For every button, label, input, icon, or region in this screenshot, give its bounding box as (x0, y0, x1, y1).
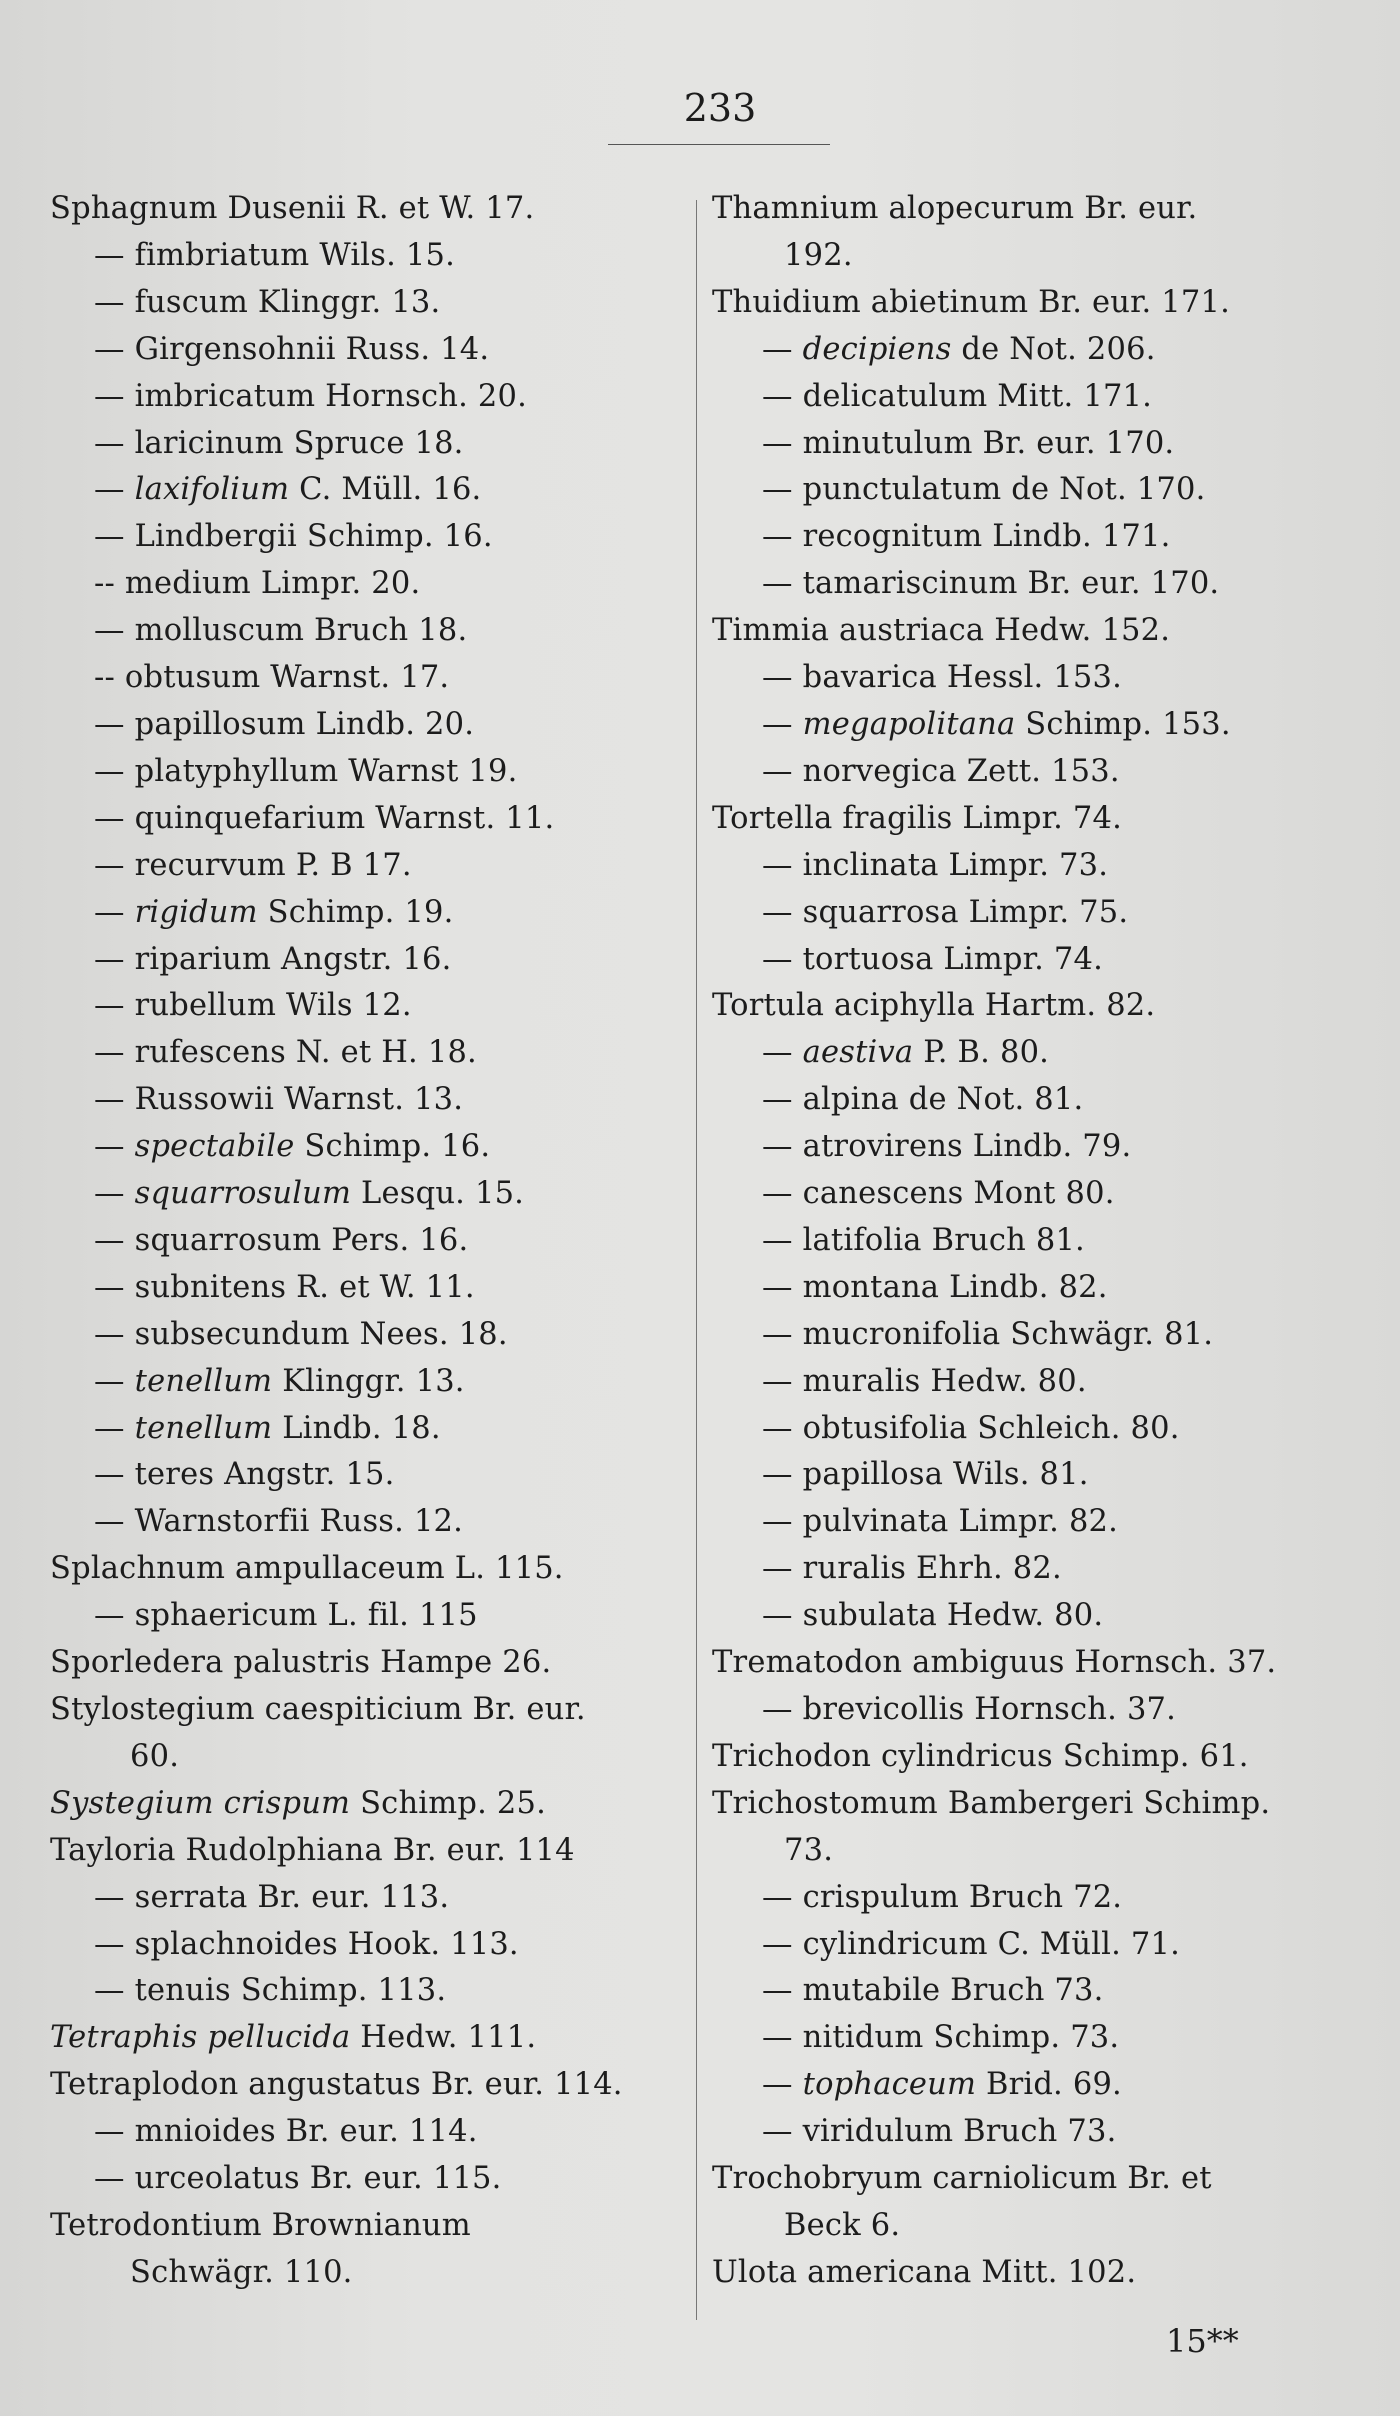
entry-text: — minutulum Br. eur. 170. (762, 425, 1175, 461)
index-entry (712, 514, 1362, 561)
entry-text: — papillosa Wils. 81. (762, 1457, 1089, 1493)
entry-text: Timmia austriaca Hedw. 152. (712, 613, 1171, 649)
entry-text: — latifolia Bruch 81. (762, 1222, 1085, 1258)
index-entry (712, 327, 1362, 374)
entry-text: — fuscum Klinggr. 13. (94, 284, 441, 320)
index-entry (50, 1922, 680, 1969)
entry-author-page: Lindb. 18. (272, 1410, 441, 1446)
index-entry (712, 280, 1362, 327)
index-entry (50, 749, 680, 796)
entry-text: Tortella fragilis Limpr. 74. (712, 800, 1122, 836)
index-entry (50, 1218, 680, 1265)
index-entry (50, 843, 680, 890)
entry-text: — recognitum Lindb. 171. (762, 519, 1171, 555)
index-entry (50, 1875, 680, 1922)
index-entry (50, 1077, 680, 1124)
index-entry (712, 2109, 1362, 2156)
index-entry (50, 561, 680, 608)
entry-text: — mnioides Br. eur. 114. (94, 2114, 478, 2150)
index-entry (50, 233, 680, 280)
entry-text: — Girgensohnii Russ. 14. (94, 331, 490, 367)
index-entry (50, 2203, 680, 2250)
index-entry (50, 186, 680, 233)
entry-text: — tenuis Schimp. 113. (94, 1973, 447, 2009)
entry-author-page: Schimp. 16. (294, 1129, 491, 1165)
index-entry (712, 1171, 1362, 1218)
entry-text: — obtusifolia Schleich. 80. (762, 1410, 1180, 1446)
index-entry (50, 1406, 680, 1453)
index-entry (50, 1734, 680, 1781)
index-entry (712, 655, 1362, 702)
index-entry (50, 890, 680, 937)
entry-text: 60. (130, 1738, 180, 1774)
left-column (50, 186, 680, 2297)
index-entry (50, 327, 680, 374)
entry-text: — crispulum Bruch 72. (762, 1879, 1123, 1915)
entry-text: — splachnoides Hook. 113. (94, 1926, 519, 1962)
index-entry (50, 2062, 680, 2109)
entry-text: Schwägr. 110. (130, 2254, 353, 2290)
entry-text: — montana Lindb. 82. (762, 1269, 1108, 1305)
index-entry (50, 1593, 680, 1640)
entry-text: — (94, 894, 135, 930)
index-entry (50, 2015, 680, 2062)
entry-text: — canescens Mont 80. (762, 1176, 1115, 1212)
entry-text: — bavarica Hessl. 153. (762, 660, 1123, 696)
entry-text: — tamariscinum Br. eur. 170. (762, 566, 1220, 602)
entry-text: — (94, 1176, 135, 1212)
index-entry (50, 1828, 680, 1875)
index-entry (50, 1452, 680, 1499)
entry-text: — recurvum P. B 17. (94, 847, 412, 883)
index-entry (712, 2015, 1362, 2062)
index-entry (712, 983, 1362, 1030)
entry-text: — (94, 1363, 135, 1399)
entry-text: — brevicollis Hornsch. 37. (762, 1692, 1177, 1727)
index-entry (712, 937, 1362, 984)
index-entry (50, 655, 680, 702)
index-entry (712, 1828, 1362, 1875)
entry-italic-name: tenellum (134, 1363, 273, 1399)
index-entry (712, 561, 1362, 608)
entry-text: — atrovirens Lindb. 79. (762, 1129, 1132, 1165)
index-entry (50, 1171, 680, 1218)
entry-text: — punctulatum de Not. 170. (762, 472, 1206, 508)
index-entry (712, 421, 1362, 468)
index-entry (50, 1968, 680, 2015)
entry-text: — teres Angstr. 15. (94, 1457, 395, 1493)
signature-mark: 15** (1166, 2322, 1239, 2360)
entry-text: Thamnium alopecurum Br. eur. (712, 191, 1198, 226)
entry-text: — subulata Hedw. 80. (762, 1598, 1104, 1634)
page-number: 233 (683, 86, 757, 130)
index-entry (50, 467, 680, 514)
index-entry (50, 1359, 680, 1406)
entry-text: — Lindbergii Schimp. 16. (94, 519, 493, 555)
entry-italic-name: tenellum (134, 1410, 273, 1446)
entry-author-page: Lesqu. 15. (351, 1176, 525, 1212)
index-entry (712, 186, 1362, 233)
entry-author-page: de Not. 206. (951, 331, 1156, 367)
entry-author-page: C. Müll. 16. (289, 472, 482, 508)
index-entry (50, 2156, 680, 2203)
entry-text: — squarrosa Limpr. 75. (762, 894, 1129, 930)
index-entry (712, 2203, 1362, 2250)
right-column (712, 186, 1362, 2297)
index-entry (50, 2250, 680, 2297)
entry-text: — sphaericum L. fil. 115 (94, 1598, 478, 1634)
entry-italic-name: megapolitana (802, 706, 1016, 742)
entry-text: — Russowii Warnst. 13. (94, 1082, 464, 1118)
entry-author-page: P. B. 80. (913, 1035, 1050, 1071)
entry-text: Stylostegium caespiticium Br. eur. (50, 1692, 586, 1727)
index-entry (50, 796, 680, 843)
entry-text: Sphagnum Dusenii R. et W. 17. (50, 191, 535, 226)
index-entry (712, 1546, 1362, 1593)
entry-text: — rubellum Wils 12. (94, 988, 412, 1024)
index-entry (50, 1687, 680, 1734)
entry-text: — viridulum Bruch 73. (762, 2114, 1117, 2150)
index-entry (712, 1593, 1362, 1640)
index-entry (712, 1499, 1362, 1546)
index-entry (50, 983, 680, 1030)
entry-text: — cylindricum C. Müll. 71. (762, 1926, 1180, 1962)
index-entry (712, 1077, 1362, 1124)
entry-text: 192. (784, 237, 853, 273)
index-entry (50, 1499, 680, 1546)
entry-author-page: Brid. 69. (976, 2067, 1122, 2103)
entry-text: -- obtusum Warnst. 17. (94, 660, 450, 696)
index-entry (712, 1922, 1362, 1969)
entry-text: — imbricatum Hornsch. 20. (94, 378, 527, 414)
index-entry (712, 233, 1362, 280)
index-entry (712, 1406, 1362, 1453)
entry-italic-name: Tetraphis pellucida (50, 2020, 351, 2056)
entry-text: — Warnstorfii Russ. 12. (94, 1504, 464, 1540)
entry-text: Trichostomum Bambergeri Schimp. (712, 1785, 1271, 1821)
entry-text: — quinquefarium Warnst. 11. (94, 800, 555, 836)
entry-text: Beck 6. (784, 2207, 901, 2243)
entry-text: — platyphyllum Warnst 19. (94, 753, 518, 789)
entry-text: — (94, 1129, 135, 1165)
index-entry (50, 1124, 680, 1171)
index-entry (50, 1546, 680, 1593)
index-entry (712, 1312, 1362, 1359)
index-entry (712, 1359, 1362, 1406)
index-entry (712, 702, 1362, 749)
index-entry (50, 1312, 680, 1359)
entry-text: — fimbriatum Wils. 15. (94, 237, 455, 273)
index-entry (712, 1734, 1362, 1781)
index-entry (712, 1687, 1362, 1734)
index-entry (712, 890, 1362, 937)
entry-text: 73. (784, 1832, 834, 1868)
entry-text: — (762, 706, 803, 742)
index-entry (712, 1265, 1362, 1312)
entry-italic-name: Systegium crispum (50, 1785, 351, 1821)
entry-text: — ruralis Ehrh. 82. (762, 1551, 1062, 1587)
entry-text: — mutabile Bruch 73. (762, 1973, 1104, 2009)
entry-text: — serrata Br. eur. 113. (94, 1879, 450, 1915)
index-entry (712, 467, 1362, 514)
index-entry (712, 2156, 1362, 2203)
entry-text: — (94, 472, 135, 508)
entry-italic-name: tophaceum (802, 2067, 977, 2103)
index-entry (712, 374, 1362, 421)
entry-italic-name: rigidum (134, 894, 258, 930)
index-entry (712, 1781, 1362, 1828)
entry-italic-name: aestiva (802, 1035, 914, 1071)
entry-author-page: Schimp. 25. (350, 1785, 546, 1821)
entry-text: — laricinum Spruce 18. (94, 425, 464, 461)
entry-text: — squarrosum Pers. 16. (94, 1222, 469, 1258)
index-entry (712, 1640, 1362, 1687)
column-divider (696, 200, 697, 2320)
index-entry (50, 280, 680, 327)
entry-text: — subnitens R. et W. 11. (94, 1269, 475, 1305)
index-entry (50, 702, 680, 749)
entry-text: — norvegica Zett. 153. (762, 753, 1120, 789)
entry-text: — (94, 1410, 135, 1446)
entry-text: — subsecundum Nees. 18. (94, 1316, 508, 1352)
entry-text: Splachnum ampullaceum L. 115. (50, 1551, 564, 1587)
entry-text: — riparium Angstr. 16. (94, 941, 452, 977)
entry-text: — (762, 2067, 803, 2103)
entry-text: Sporledera palustris Hampe 26. (50, 1645, 552, 1681)
entry-text: — mucronifolia Schwägr. 81. (762, 1316, 1214, 1352)
entry-text: Tetrodontium Brownianum (50, 2207, 471, 2243)
index-entry (712, 1968, 1362, 2015)
entry-italic-name: spectabile (134, 1129, 295, 1165)
entry-text: -- medium Limpr. 20. (94, 566, 421, 602)
index-entry (712, 2062, 1362, 2109)
entry-text: — inclinata Limpr. 73. (762, 847, 1109, 883)
entry-author-page: Klinggr. 13. (272, 1363, 465, 1399)
entry-text: — urceolatus Br. eur. 115. (94, 2161, 502, 2197)
entry-text: Trematodon ambiguus Hornsch. 37. (712, 1645, 1277, 1681)
entry-text: Trochobryum carniolicum Br. et (712, 2161, 1212, 2197)
index-entry (50, 608, 680, 655)
index-entry (50, 1640, 680, 1687)
entry-text: Tayloria Rudolphiana Br. eur. 114 (50, 1832, 575, 1868)
header-rule (608, 144, 830, 145)
entry-text: — papillosum Lindb. 20. (94, 706, 475, 742)
entry-author-page: Hedw. 111. (350, 2020, 537, 2056)
entry-text: — delicatulum Mitt. 171. (762, 378, 1153, 414)
index-entry (712, 796, 1362, 843)
index-entry (712, 1452, 1362, 1499)
entry-text: Tetraplodon angustatus Br. eur. 114. (50, 2067, 623, 2103)
index-entry (712, 843, 1362, 890)
entry-text: Thuidium abietinum Br. eur. 171. (712, 284, 1231, 320)
entry-text: Ulota americana Mitt. 102. (712, 2254, 1137, 2290)
index-entry (712, 1124, 1362, 1171)
entry-text: — nitidum Schimp. 73. (762, 2020, 1120, 2056)
index-entry (50, 1781, 680, 1828)
entry-author-page: Schimp. 19. (257, 894, 454, 930)
entry-text: — molluscum Bruch 18. (94, 613, 468, 649)
entry-text: Tortula aciphylla Hartm. 82. (712, 988, 1156, 1024)
index-entry (712, 608, 1362, 655)
entry-italic-name: laxifolium (134, 472, 290, 508)
entry-italic-name: decipiens (802, 331, 952, 367)
entry-text: — rufescens N. et H. 18. (94, 1035, 477, 1071)
index-entry (712, 1875, 1362, 1922)
index-entry (50, 514, 680, 561)
entry-author-page: Schimp. 153. (1015, 706, 1231, 742)
index-entry (50, 421, 680, 468)
entry-text: — alpina de Not. 81. (762, 1082, 1084, 1118)
index-entry (50, 937, 680, 984)
entry-text: Trichodon cylindricus Schimp. 61. (712, 1738, 1249, 1774)
entry-text: — pulvinata Limpr. 82. (762, 1504, 1119, 1540)
entry-text: — (762, 331, 803, 367)
entry-text: — muralis Hedw. 80. (762, 1363, 1087, 1399)
index-entry (50, 374, 680, 421)
index-entry (712, 1030, 1362, 1077)
index-entry (712, 749, 1362, 796)
index-entry (712, 2250, 1362, 2297)
index-entry (50, 1265, 680, 1312)
entry-italic-name: squarrosulum (134, 1176, 352, 1212)
index-entry (50, 1030, 680, 1077)
entry-text: — (762, 1035, 803, 1071)
index-entry (712, 1218, 1362, 1265)
index-entry (50, 2109, 680, 2156)
entry-text: — tortuosa Limpr. 74. (762, 941, 1103, 977)
